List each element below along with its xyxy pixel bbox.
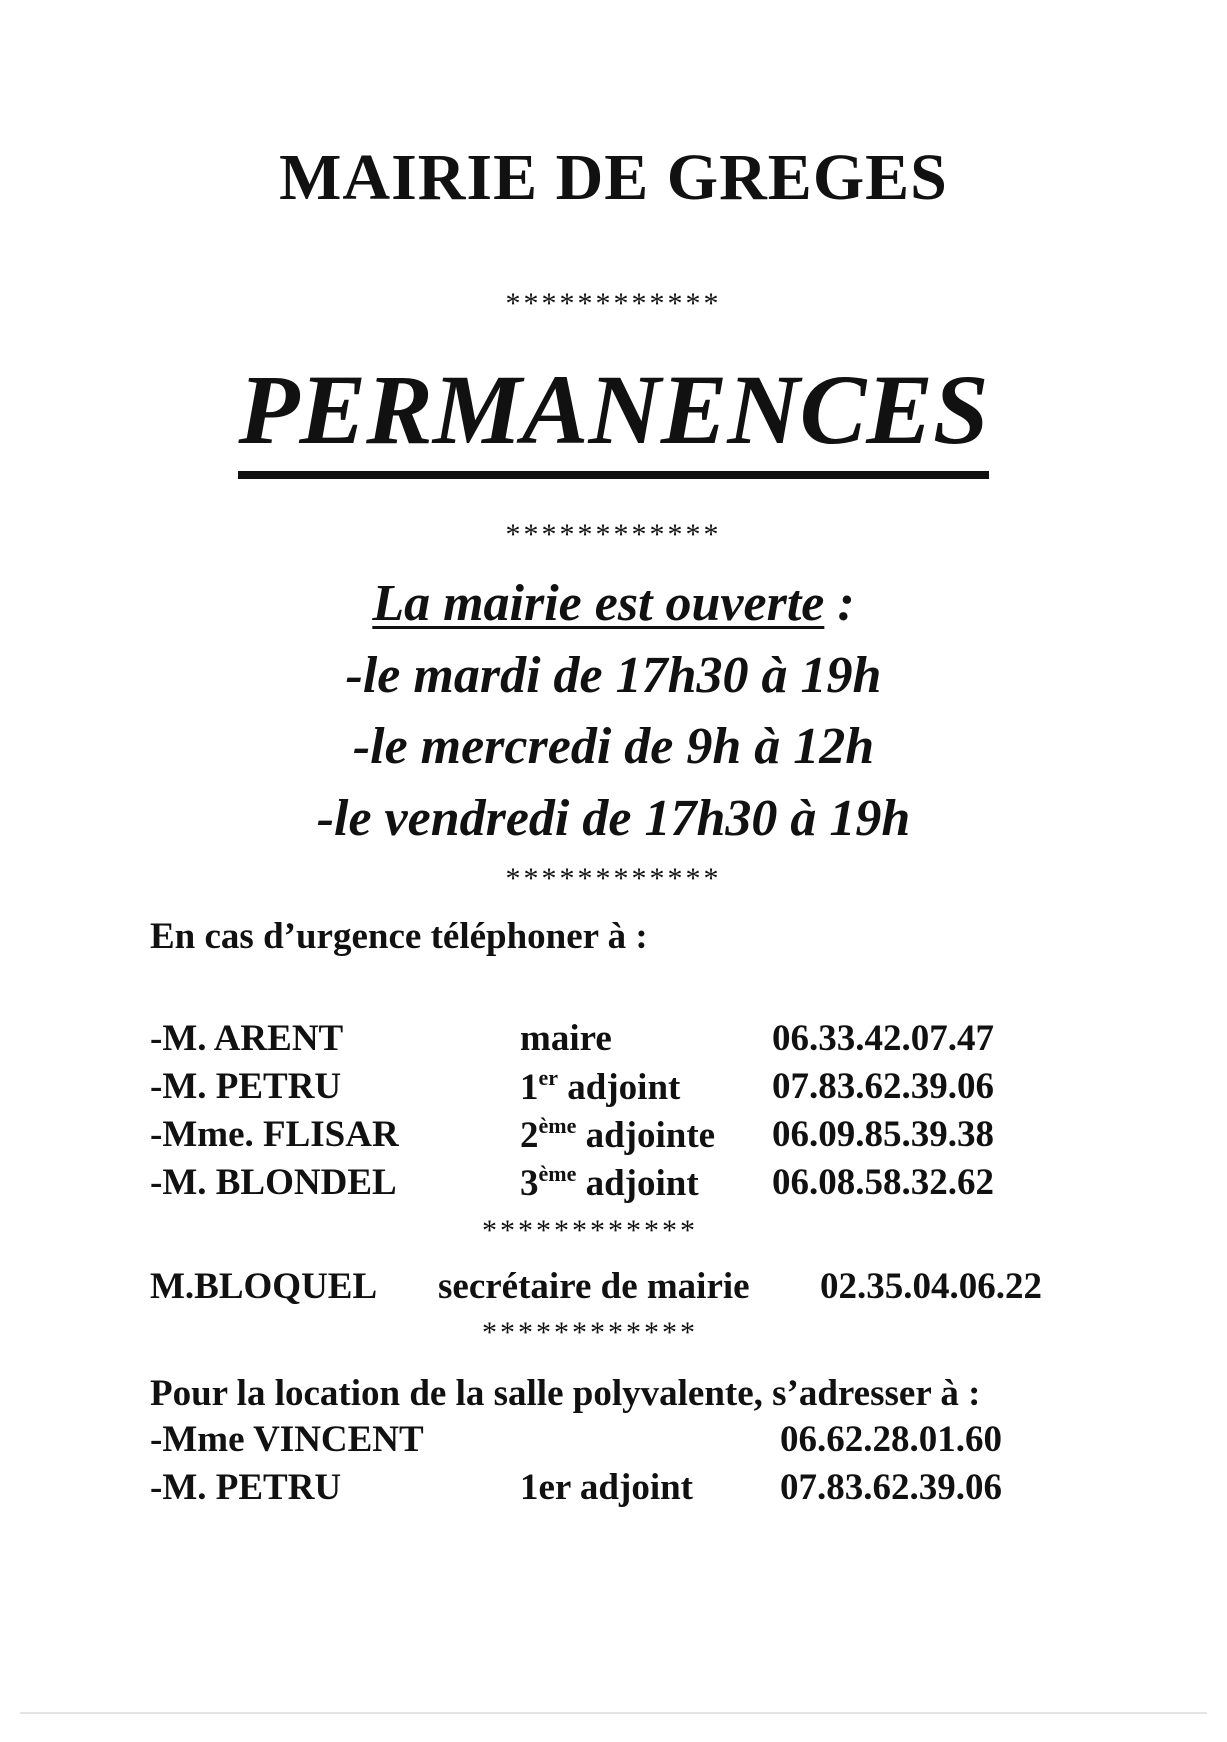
rental-contact-phone: 06.62.28.01.60 [780, 1419, 1002, 1460]
contact-role-text: maire [520, 1018, 612, 1059]
opening-hours-line: -le mardi de 17h30 à 19h [345, 647, 882, 704]
contact-role [520, 1161, 699, 1205]
rental-contact-row [0, 1418, 1227, 1466]
opening-hours-line: -le vendredi de 17h30 à 19h [316, 790, 911, 847]
contact-role-number: 2 [520, 1115, 539, 1156]
contact-phone: 07.83.62.39.06 [772, 1066, 994, 1107]
contact-name: -M. ARENT [150, 1018, 344, 1059]
separator: ************ [482, 1214, 698, 1247]
rental-contact-phone: 07.83.62.39.06 [780, 1467, 1002, 1508]
contact-role [520, 1113, 715, 1157]
contact-name: -M. PETRU [150, 1066, 342, 1107]
rental-contact-name: -M. PETRU [150, 1467, 342, 1508]
opening-intro [0, 574, 1227, 633]
secretary-phone: 02.35.04.06.22 [820, 1266, 1042, 1307]
opening-intro-text: La mairie est ouverte [372, 575, 825, 632]
contact-role-ordinal: ème [538, 1161, 577, 1186]
secretary-name: M.BLOQUEL [150, 1266, 378, 1307]
contact-phone: 06.09.85.39.38 [772, 1114, 994, 1155]
contact-role [520, 1017, 612, 1060]
scan-edge-line [20, 1712, 1207, 1714]
opening-intro-suffix: : [824, 575, 855, 632]
contact-row [0, 1017, 1227, 1065]
contact-row [0, 1065, 1227, 1113]
contact-role-number: 3 [520, 1163, 539, 1204]
secretary-role: secrétaire de mairie [438, 1266, 750, 1307]
opening-hours-line: -le mercredi de 9h à 12h [352, 718, 875, 775]
contact-role-ordinal: er [538, 1065, 559, 1090]
contact-name: -Mme. FLISAR [150, 1114, 399, 1155]
rental-contact-role: 1er adjoint [520, 1467, 694, 1508]
contact-role-ordinal: ème [538, 1113, 577, 1138]
contact-name: -M. BLONDEL [150, 1162, 397, 1203]
contact-role-text: adjoint [558, 1067, 681, 1108]
contact-phone: 06.33.42.07.47 [772, 1018, 994, 1059]
secretary-row [0, 1265, 1227, 1313]
page-title: MAIRIE DE GREGES [279, 141, 948, 214]
separator: ************ [482, 1316, 698, 1349]
contact-role-number: 1 [520, 1067, 539, 1108]
heading [0, 352, 1227, 467]
contact-phone: 06.08.58.32.62 [772, 1162, 994, 1203]
contact-role [520, 1065, 680, 1109]
contact-row [0, 1161, 1227, 1209]
contact-role-text: adjoint [576, 1163, 699, 1204]
urgent-label: En cas d’urgence téléphoner à : [150, 916, 648, 957]
heading-text: PERMANENCES [238, 354, 988, 479]
contact-role-text: adjointe [576, 1115, 716, 1156]
rental-label: Pour la location de la salle polyvalente, s’adresser à : [150, 1373, 981, 1414]
contact-row [0, 1113, 1227, 1161]
separator: ************ [505, 287, 722, 320]
separator: ************ [505, 518, 722, 551]
rental-contact-row [0, 1466, 1227, 1514]
rental-contact-name: -Mme VINCENT [150, 1419, 424, 1460]
separator: ************ [505, 862, 722, 895]
